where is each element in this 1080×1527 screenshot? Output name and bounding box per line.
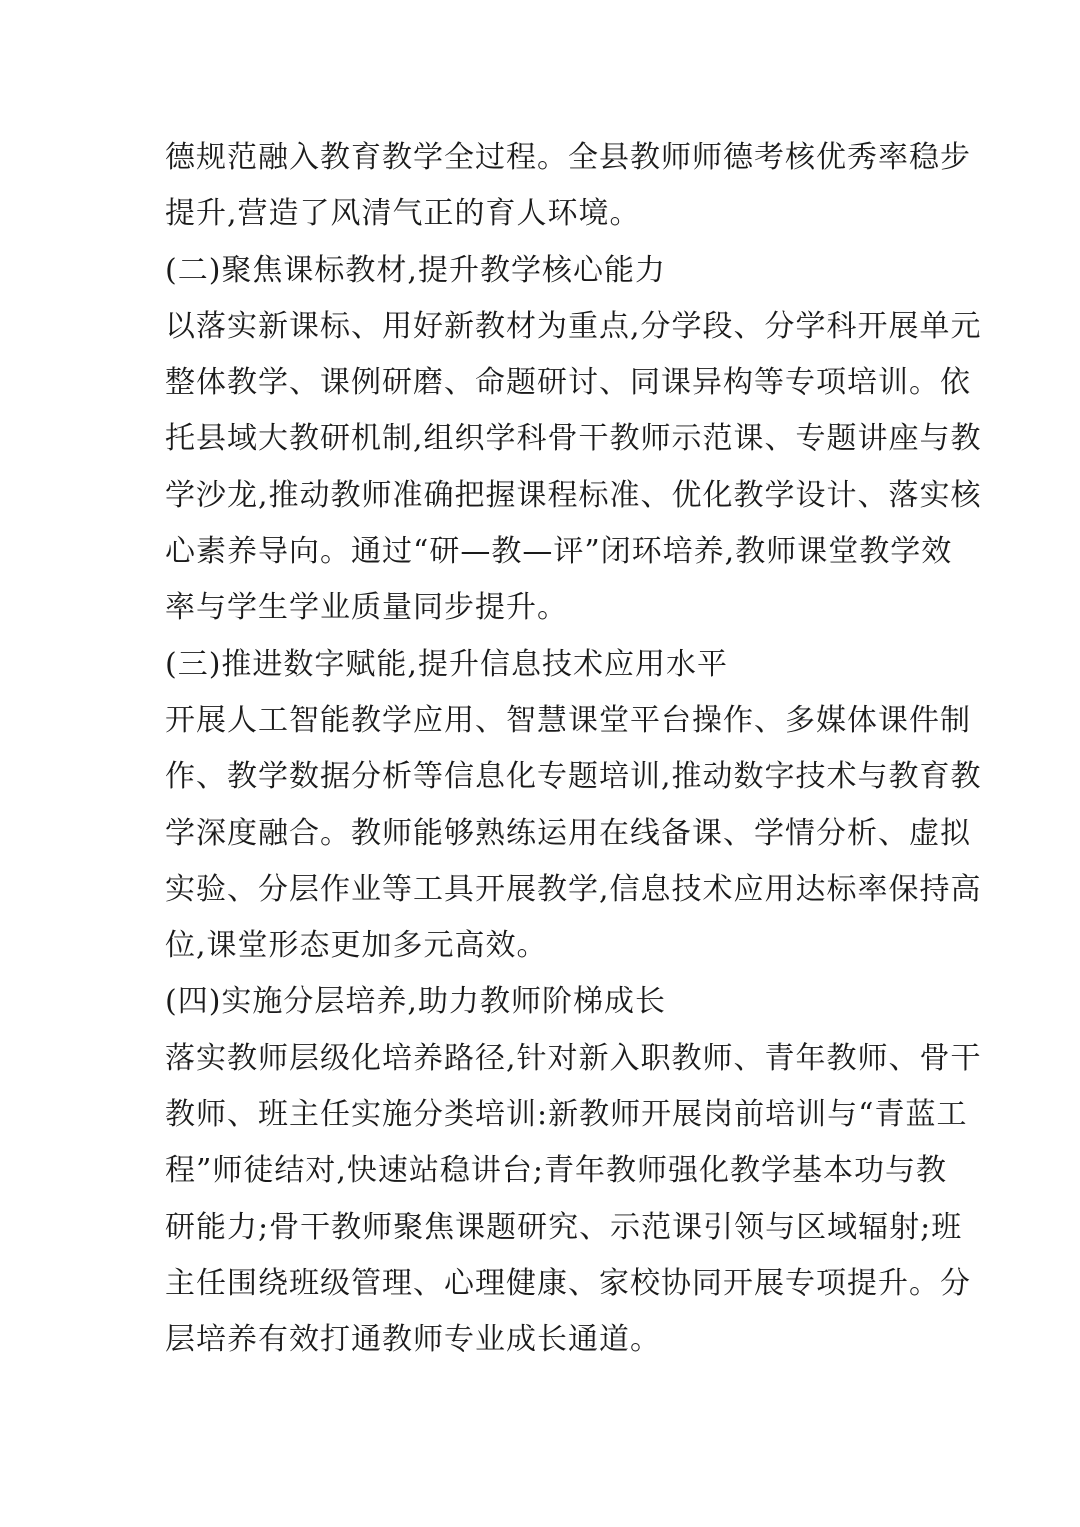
paragraph-line: 开展人工智能教学应用、智慧课堂平台操作、多媒体课件制 [165, 702, 971, 738]
body-paragraph [165, 693, 982, 974]
section-heading [165, 243, 925, 299]
paragraph-line: 落实教师层级化培养路径,针对新入职教师、青年教师、骨干 [165, 1040, 982, 1076]
paragraph-line: 学深度融合。教师能够熟练运用在线备课、学情分析、虚拟 [165, 815, 971, 851]
paragraph-line: 层培养有效打通教师专业成长通道。 [165, 1322, 661, 1358]
body-paragraph [165, 299, 982, 637]
paragraph-line: 研能力;骨干教师聚焦课题研究、示范课引领与区域辐射;班 [165, 1209, 963, 1245]
document-body [165, 130, 982, 1369]
paragraph-line: 心素养导向。通过“研—教—评”闭环培养,教师课堂教学效 [165, 534, 953, 570]
paragraph-line: 程”师徒结对,快速站稳讲台;青年教师强化教学基本功与教 [165, 1153, 947, 1189]
paragraph-line: 主任围绕班级管理、心理健康、家校协同开展专项提升。分 [165, 1265, 971, 1301]
body-paragraph [165, 1031, 982, 1369]
heading-line: (二)聚焦课标教材,提升教学核心能力 [165, 252, 666, 288]
paragraph-line: 作、教学数据分析等信息化专题培训,推动数字技术与教育教 [165, 759, 982, 795]
section-heading [165, 637, 925, 693]
paragraph-line: 学沙龙,推动教师准确把握课程标准、优化教学设计、落实核 [165, 477, 982, 513]
section-heading [165, 974, 925, 1030]
paragraph-line: 托县域大教研机制,组织学科骨干教师示范课、专题讲座与教 [165, 421, 982, 457]
paragraph-line: 教师、班主任实施分类培训:新教师开展岗前培训与“青蓝工 [165, 1097, 968, 1133]
paragraph-line: 率与学生学业质量同步提升。 [165, 590, 568, 626]
body-paragraph [165, 130, 971, 243]
paragraph-line: 实验、分层作业等工具开展教学,信息技术应用达标率保持高 [165, 871, 982, 907]
paragraph-line: 德规范融入教育教学全过程。全县教师师德考核优秀率稳步 [165, 140, 971, 175]
paragraph-line: 整体教学、课例研磨、命题研讨、同课异构等专项培训。依 [165, 365, 971, 401]
heading-line: (四)实施分层培养,助力教师阶梯成长 [165, 984, 666, 1020]
heading-line: (三)推进数字赋能,提升信息技术应用水平 [165, 646, 728, 682]
paragraph-line: 位,课堂形态更加多元高效。 [165, 928, 548, 964]
paragraph-line: 提升,营造了风清气正的育人环境。 [165, 196, 641, 232]
paragraph-line: 以落实新课标、用好新教材为重点,分学段、分学科开展单元 [165, 308, 982, 344]
